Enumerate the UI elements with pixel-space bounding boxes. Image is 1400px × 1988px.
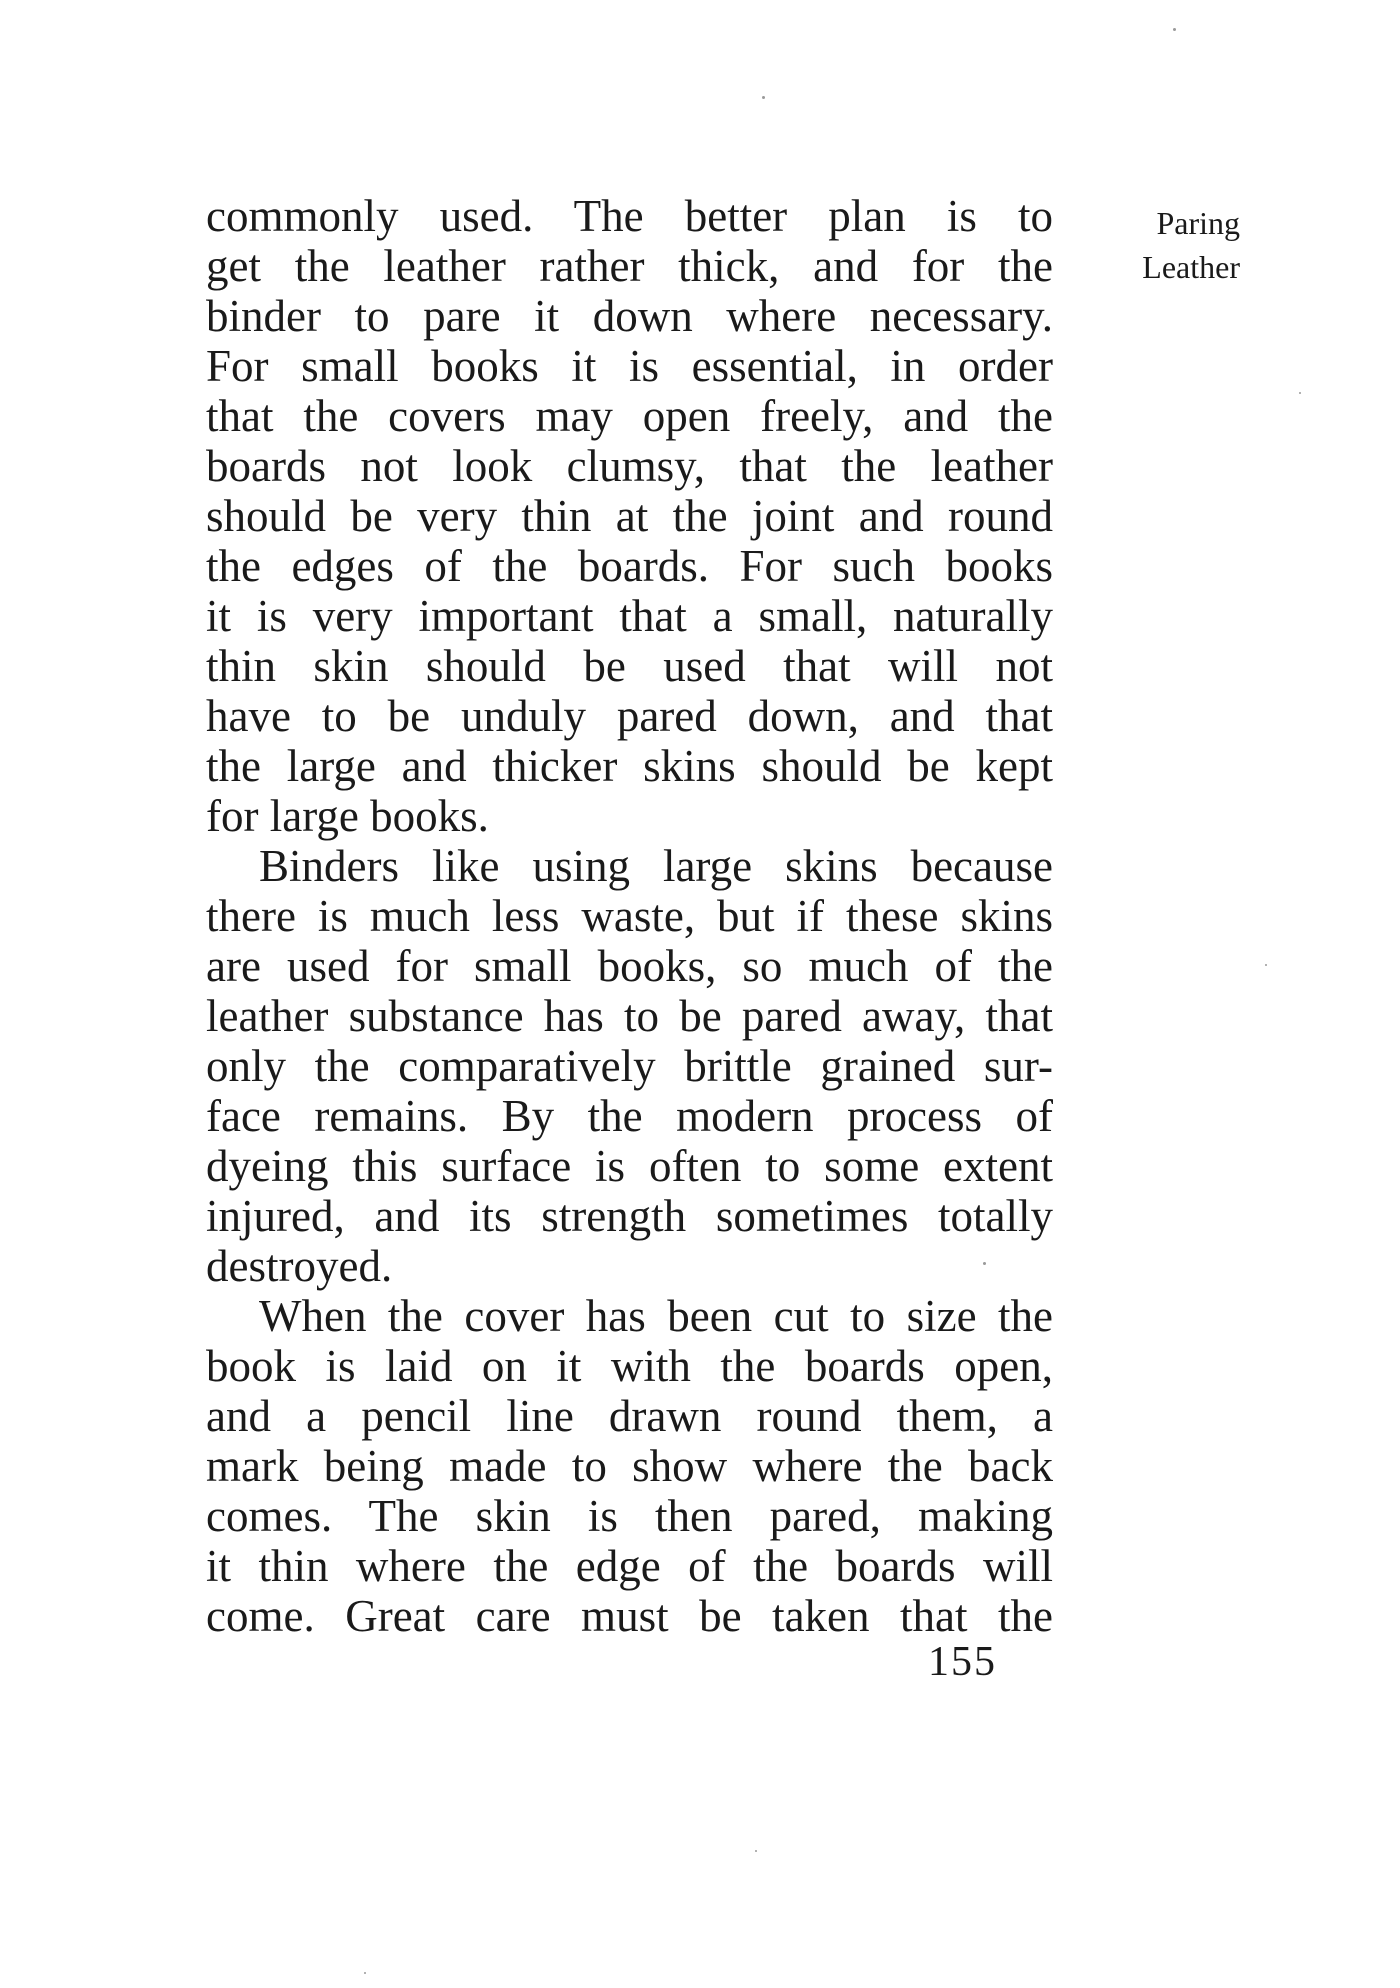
scan-speck bbox=[983, 1262, 986, 1265]
text-line: binder to pare it down where necessary. bbox=[206, 291, 1053, 341]
scan-speck bbox=[1299, 392, 1301, 394]
text-line: have to be unduly pared down, and that bbox=[206, 691, 1053, 741]
scan-speck bbox=[755, 1850, 757, 1852]
text-line: boards not look clumsy, that the leather bbox=[206, 441, 1053, 491]
body-text bbox=[206, 191, 1053, 1641]
text-line: the edges of the boards. For such books bbox=[206, 541, 1053, 591]
text-line: and a pencil line drawn round them, a bbox=[206, 1391, 1053, 1441]
text-line: book is laid on it with the boards open, bbox=[206, 1341, 1053, 1391]
text-line: the large and thicker skins should be kept bbox=[206, 741, 1053, 791]
scan-speck bbox=[762, 96, 765, 99]
text-line: comes. The skin is then pared, making bbox=[206, 1491, 1053, 1541]
margin-note-line: Paring bbox=[1156, 205, 1240, 241]
scan-speck bbox=[1265, 964, 1267, 966]
text-line: When the cover has been cut to size the bbox=[259, 1291, 1053, 1341]
page-number: 155 bbox=[928, 1639, 997, 1685]
text-line: get the leather rather thick, and for the bbox=[206, 241, 1053, 291]
scan-speck bbox=[364, 1972, 366, 1974]
text-line: it thin where the edge of the boards will bbox=[206, 1541, 1053, 1591]
text-line: for large books. bbox=[206, 791, 489, 841]
text-line: destroyed. bbox=[206, 1241, 393, 1291]
margin-note-line: Leather bbox=[1142, 249, 1240, 285]
text-line: are used for small books, so much of the bbox=[206, 941, 1053, 991]
scan-speck bbox=[1173, 28, 1176, 31]
text-line: should be very thin at the joint and round bbox=[206, 491, 1053, 541]
text-line: come. Great care must be taken that the bbox=[206, 1591, 1053, 1641]
text-line: mark being made to show where the back bbox=[206, 1441, 1053, 1491]
text-line: commonly used. The better plan is to bbox=[206, 191, 1053, 241]
text-line: that the covers may open freely, and the bbox=[206, 391, 1053, 441]
text-line: Binders like using large skins because bbox=[259, 841, 1053, 891]
text-line: only the comparatively brittle grained sur- bbox=[206, 1041, 1053, 1091]
text-line: injured, and its strength sometimes totally bbox=[206, 1191, 1053, 1241]
text-line: face remains. By the modern process of bbox=[206, 1091, 1053, 1141]
text-line: it is very important that a small, naturally bbox=[206, 591, 1053, 641]
text-line: leather substance has to be pared away, that bbox=[206, 991, 1053, 1041]
text-line: For small books it is essential, in order bbox=[206, 341, 1053, 391]
margin-note bbox=[1100, 201, 1240, 289]
text-line: dyeing this surface is often to some extent bbox=[206, 1141, 1053, 1191]
text-line: there is much less waste, but if these skins bbox=[206, 891, 1053, 941]
text-line: thin skin should be used that will not bbox=[206, 641, 1053, 691]
